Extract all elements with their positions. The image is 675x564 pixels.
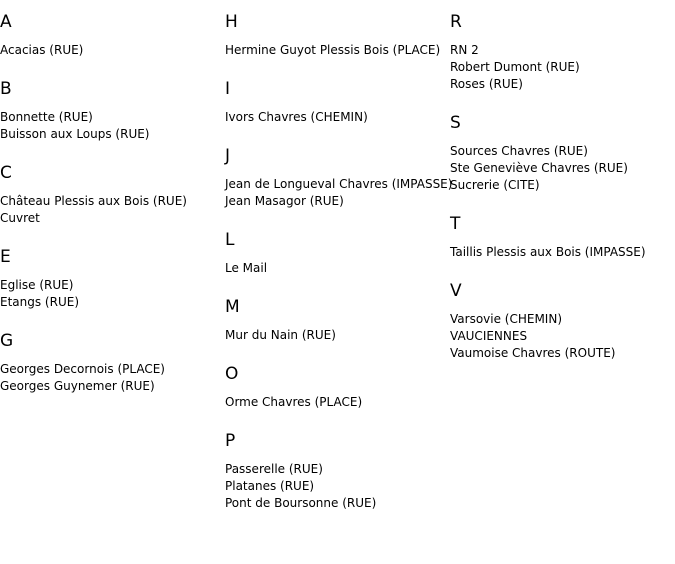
- street-item[interactable]: Georges Guynemer (RUE): [0, 379, 155, 393]
- street-item[interactable]: Sucrerie (CITE): [450, 178, 540, 192]
- letter-heading: T: [450, 214, 461, 234]
- street-item[interactable]: Ivors Chavres (CHEMIN): [225, 110, 368, 124]
- street-item[interactable]: Jean Masagor (RUE): [225, 194, 344, 208]
- street-item[interactable]: Passerelle (RUE): [225, 462, 323, 476]
- letter-heading: B: [0, 79, 12, 99]
- street-item[interactable]: Château Plessis aux Bois (RUE): [0, 194, 187, 208]
- street-item[interactable]: Bonnette (RUE): [0, 110, 93, 124]
- letter-section-c: [0, 163, 225, 227]
- letter-section-h: [225, 12, 450, 59]
- letter-section-t: [450, 214, 675, 261]
- street-item[interactable]: Cuvret: [0, 211, 40, 225]
- street-item[interactable]: Ste Geneviève Chavres (RUE): [450, 161, 628, 175]
- letter-heading: L: [225, 230, 235, 250]
- street-item[interactable]: Platanes (RUE): [225, 479, 315, 493]
- letter-heading: M: [225, 297, 240, 317]
- letter-heading: A: [0, 12, 12, 32]
- street-item[interactable]: Acacias (RUE): [0, 43, 84, 57]
- street-index-column-1: [0, 12, 225, 415]
- street-item[interactable]: Jean de Longueval Chavres (IMPASSE): [225, 177, 453, 191]
- street-item[interactable]: Sources Chavres (RUE): [450, 144, 588, 158]
- letter-heading: I: [225, 79, 231, 99]
- street-item[interactable]: RN 2: [450, 43, 479, 57]
- street-item[interactable]: Etangs (RUE): [0, 295, 79, 309]
- street-item[interactable]: Taillis Plessis aux Bois (IMPASSE): [450, 245, 646, 259]
- street-item[interactable]: Vaumoise Chavres (ROUTE): [450, 346, 616, 360]
- street-item[interactable]: Mur du Nain (RUE): [225, 328, 336, 342]
- street-index-column-2: [225, 12, 453, 532]
- letter-heading: C: [0, 163, 12, 183]
- letter-section-i: [225, 79, 450, 126]
- letter-section-m: [225, 297, 450, 344]
- letter-section-b: [0, 79, 225, 143]
- letter-heading: P: [225, 431, 236, 451]
- street-item[interactable]: Roses (RUE): [450, 77, 523, 91]
- letter-section-g: [0, 331, 225, 395]
- street-index-column-3: [450, 12, 675, 382]
- letter-heading: V: [450, 281, 462, 301]
- letter-section-e: [0, 247, 225, 311]
- street-item[interactable]: Buisson aux Loups (RUE): [0, 127, 150, 141]
- street-item[interactable]: Hermine Guyot Plessis Bois (PLACE): [225, 43, 441, 57]
- letter-heading: G: [0, 331, 14, 351]
- street-item[interactable]: Le Mail: [225, 261, 268, 275]
- letter-section-v: [450, 281, 675, 362]
- street-item[interactable]: Robert Dumont (RUE): [450, 60, 580, 74]
- letter-section-p: [225, 431, 450, 512]
- street-item[interactable]: Varsovie (CHEMIN): [450, 312, 563, 326]
- street-item[interactable]: VAUCIENNES: [450, 329, 528, 343]
- letter-section-s: [450, 113, 675, 194]
- letter-section-a: [0, 12, 225, 59]
- letter-heading: E: [0, 247, 11, 267]
- letter-section-r: [450, 12, 675, 93]
- letter-heading: O: [225, 364, 239, 384]
- street-item[interactable]: Georges Decornois (PLACE): [0, 362, 165, 376]
- letter-section-o: [225, 364, 450, 411]
- street-item[interactable]: Pont de Boursonne (RUE): [225, 496, 377, 510]
- letter-heading: S: [450, 113, 461, 133]
- letter-heading: H: [225, 12, 238, 32]
- letter-section-l: [225, 230, 450, 277]
- street-item[interactable]: Orme Chavres (PLACE): [225, 395, 363, 409]
- letter-section-j: [225, 146, 453, 210]
- street-item[interactable]: Eglise (RUE): [0, 278, 74, 292]
- letter-heading: J: [225, 146, 231, 166]
- letter-heading: R: [450, 12, 462, 32]
